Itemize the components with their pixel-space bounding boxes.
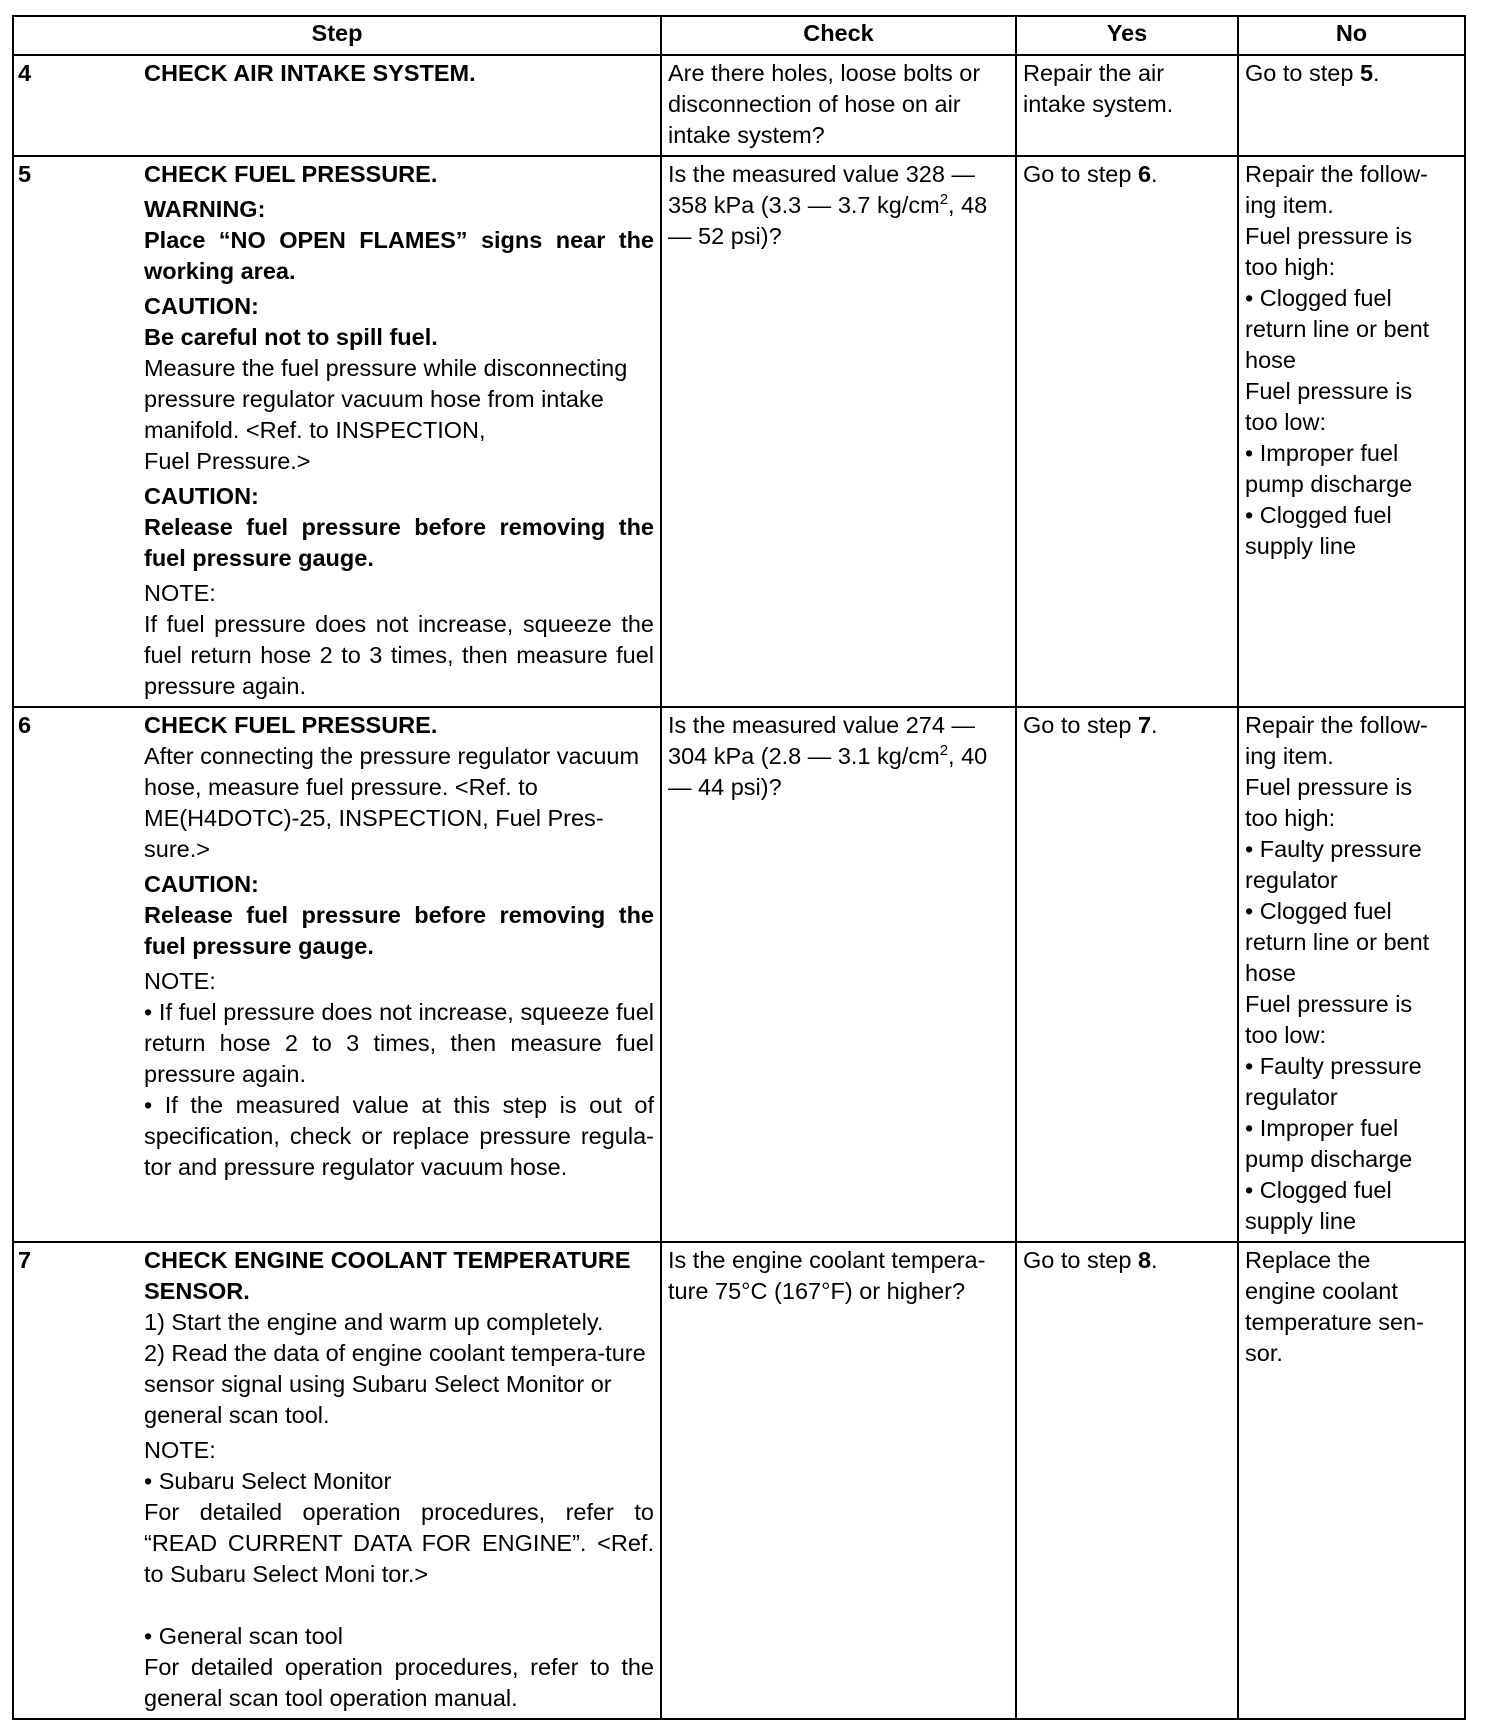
no-step-ref: 5 [1359, 60, 1374, 86]
no-line: supply line [1245, 533, 1357, 559]
no-line: regulator [1245, 867, 1338, 893]
no-line: Fuel pressure is [1245, 774, 1413, 800]
step-title: CHECK AIR INTAKE SYSTEM. [144, 60, 476, 86]
no-line: return line or bent [1245, 929, 1430, 955]
no-line: • Faulty pressure [1245, 1053, 1422, 1079]
no-line: sor. [1245, 1340, 1283, 1366]
no-line: • Improper fuel [1245, 440, 1399, 466]
caution-text: Release fuel pressure before removing the fuel pressure gauge. [144, 514, 654, 571]
check-cell: Is the engine coolant tempera-ture 75°C (167°F) or higher? [661, 1242, 1016, 1719]
yes-suffix: . [1151, 1247, 1158, 1273]
step-number: 5 [18, 161, 32, 187]
check-cell [661, 707, 1016, 1242]
yes-prefix: Go to step [1023, 161, 1138, 187]
no-prefix: Go to step [1245, 60, 1360, 86]
no-line: • Faulty pressure [1245, 836, 1422, 862]
no-line: Repair the follow- [1245, 161, 1428, 187]
caution-text: Release fuel pressure before removing the fuel pressure gauge. [144, 902, 654, 959]
warning-text: Place “NO OPEN FLAMES” signs near the working area. [144, 227, 654, 284]
no-line: ing item. [1245, 192, 1334, 218]
no-line: Replace the [1245, 1247, 1371, 1273]
header-row [13, 16, 1465, 55]
no-line: Repair the follow- [1245, 712, 1428, 738]
no-line: supply line [1245, 1208, 1357, 1234]
no-line: hose [1245, 960, 1296, 986]
procedure-text: After connecting the pressure regulator vacuum hose, measure fuel pressure. <Ref. to ME(H4DOTC)-25, INSPECTION, Fuel Pres-sure.> [144, 743, 640, 862]
no-line: Fuel pressure is [1245, 378, 1413, 404]
no-line: too high: [1245, 254, 1336, 280]
procedure-text-ref: Fuel Pressure.> [144, 448, 311, 474]
step-title: CHECK FUEL PRESSURE. [144, 161, 438, 187]
warning-label: WARNING: [144, 196, 266, 222]
table-row [13, 156, 1465, 707]
yes-step-ref: 7 [1137, 712, 1152, 738]
no-line: too low: [1245, 409, 1326, 435]
no-cell [1238, 707, 1465, 1242]
yes-prefix: Go to step [1023, 712, 1138, 738]
no-cell [1238, 156, 1465, 707]
yes-cell [1016, 707, 1238, 1242]
note-text: For detailed operation procedures, refer to “READ CURRENT DATA FOR ENGINE”. <Ref. to Subaru Select Moni tor.> [144, 1499, 654, 1587]
note-item: • General scan tool [144, 1623, 343, 1649]
no-line: too high: [1245, 805, 1336, 831]
yes-suffix: . [1151, 712, 1158, 738]
no-line: • Clogged fuel [1245, 502, 1392, 528]
no-cell [1238, 1242, 1465, 1719]
note-label: NOTE: [144, 1437, 216, 1463]
check-text-end: , 40 — 44 psi)? [668, 743, 988, 800]
table-row [13, 55, 1465, 156]
no-line: • Clogged fuel [1245, 285, 1392, 311]
no-line: hose [1245, 347, 1296, 373]
no-line: too low: [1245, 1022, 1326, 1048]
check-cell [661, 156, 1016, 707]
note-label: NOTE: [144, 968, 216, 994]
note-item: • If the measured value at this step is out of specification, check or replace pressure regula-tor and pressure regulator vacuum hose. [144, 1092, 654, 1180]
no-line: • Clogged fuel [1245, 1177, 1392, 1203]
step-title-cont: SENSOR. [144, 1278, 250, 1304]
caution-text: Be careful not to spill fuel. [144, 324, 438, 350]
no-line: return line or bent [1245, 316, 1430, 342]
no-line: regulator [1245, 1084, 1338, 1110]
superscript: 2 [939, 191, 949, 209]
yes-cell [1016, 156, 1238, 707]
no-cell [1238, 55, 1465, 156]
no-suffix: . [1373, 60, 1380, 86]
step-cell [13, 156, 661, 707]
procedure-item: 2) Read the data of engine coolant tempera-ture sensor signal using Subaru Select Monitor or general scan tool. [144, 1340, 646, 1428]
note-label: NOTE: [144, 580, 216, 606]
header-yes: Yes [1016, 16, 1238, 55]
caution-label: CAUTION: [144, 483, 259, 509]
no-line: Fuel pressure is [1245, 991, 1413, 1017]
header-check: Check [661, 16, 1016, 55]
no-line: ing item. [1245, 743, 1334, 769]
note-item: • If fuel pressure does not increase, squeeze fuel return hose 2 to 3 times, then measure fuel pressure again. [144, 999, 654, 1087]
step-title: CHECK ENGINE COOLANT TEMPERATURE [144, 1247, 631, 1273]
check-cell: Are there holes, loose bolts or disconnection of hose on air intake system? [661, 55, 1016, 156]
note-text: For detailed operation procedures, refer to the general scan tool operation manual. [144, 1654, 654, 1711]
yes-prefix: Go to step [1023, 1247, 1138, 1273]
step-number: 4 [18, 60, 32, 86]
no-line: pump discharge [1245, 471, 1413, 497]
header-step: Step [13, 16, 661, 55]
table-row [13, 707, 1465, 1242]
no-line: • Improper fuel [1245, 1115, 1399, 1141]
no-line: Fuel pressure is [1245, 223, 1413, 249]
step-number: 6 [18, 712, 32, 738]
no-line: • Clogged fuel [1245, 898, 1392, 924]
diagnostic-table [12, 15, 1466, 1720]
yes-cell: Repair the air intake system. [1016, 55, 1238, 156]
caution-label: CAUTION: [144, 293, 259, 319]
step-cell [13, 707, 661, 1242]
note-text: If fuel pressure does not increase, squeeze the fuel return hose 2 to 3 times, then measure fuel pressure again. [144, 611, 654, 699]
caution-label: CAUTION: [144, 871, 259, 897]
procedure-text: Measure the fuel pressure while disconnecting pressure regulator vacuum hose from intake manifold. <Ref. to INSPECTION, [144, 355, 628, 443]
check-text-end: , 48 — 52 psi)? [668, 192, 988, 249]
yes-suffix: . [1151, 161, 1158, 187]
note-item: • Subaru Select Monitor [144, 1468, 392, 1494]
yes-step-ref: 8 [1137, 1247, 1152, 1273]
check-text: Is the measured value 328 — 358 kPa (3.3 — 3.7 kg/cm [668, 161, 975, 218]
yes-step-ref: 6 [1137, 161, 1152, 187]
header-no: No [1238, 16, 1465, 55]
no-line: temperature sen- [1245, 1309, 1424, 1335]
spacer [144, 1590, 654, 1621]
step-number: 7 [18, 1247, 32, 1273]
procedure-item: 1) Start the engine and warm up completely. [144, 1309, 604, 1335]
check-text: Is the measured value 274 — 304 kPa (2.8 — 3.1 kg/cm [668, 712, 975, 769]
step-title: CHECK FUEL PRESSURE. [144, 712, 438, 738]
table-row [13, 1242, 1465, 1719]
superscript: 2 [939, 742, 949, 760]
no-line: engine coolant [1245, 1278, 1398, 1304]
step-cell [13, 55, 661, 156]
step-cell [13, 1242, 661, 1719]
yes-cell [1016, 1242, 1238, 1719]
no-line: pump discharge [1245, 1146, 1413, 1172]
